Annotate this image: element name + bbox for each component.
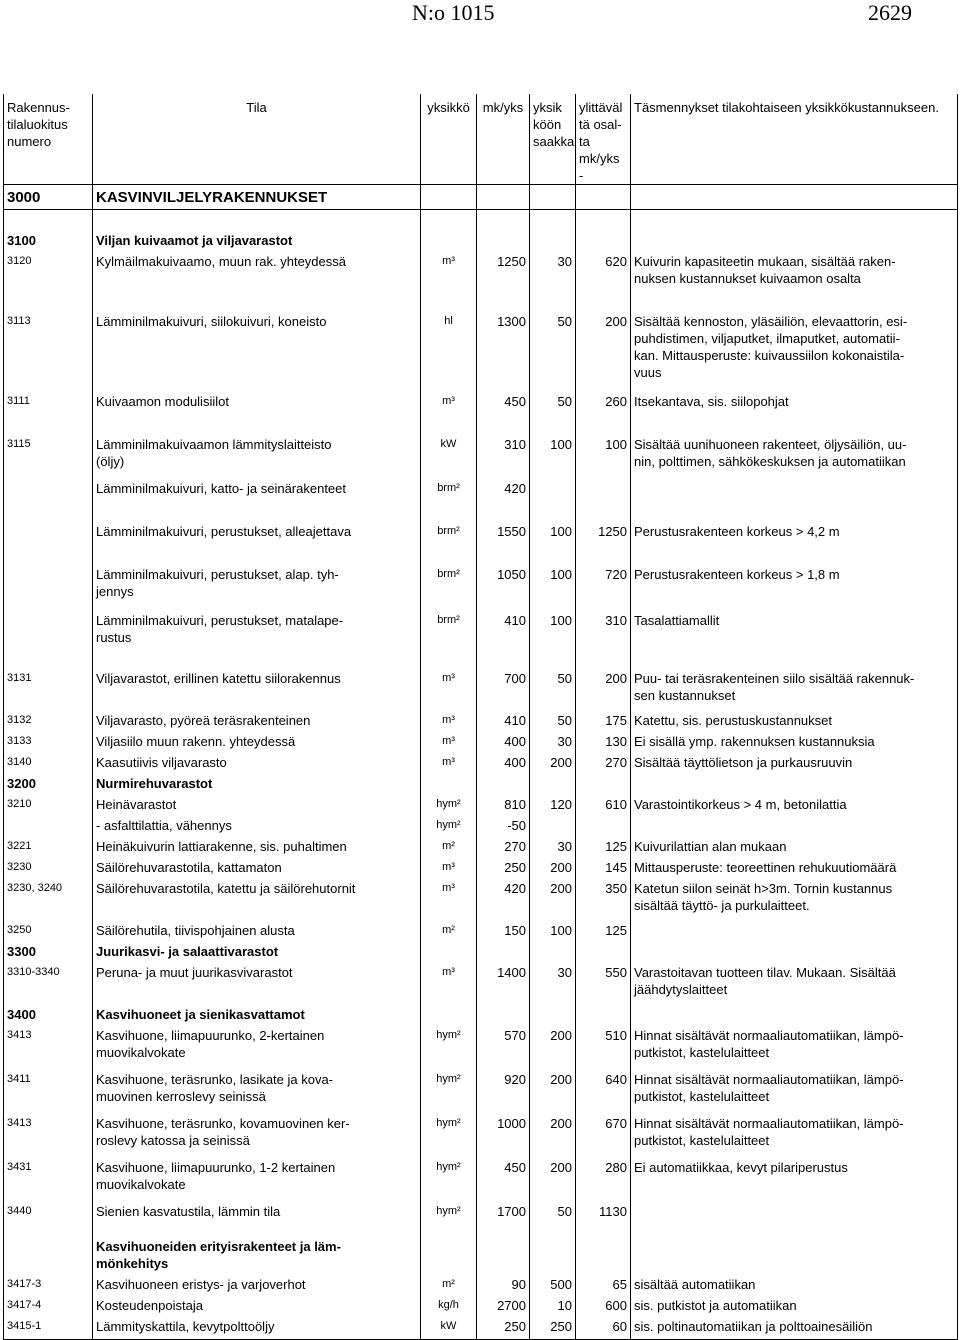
table-row: [4, 1295, 958, 1316]
page-number: 2629: [868, 0, 912, 25]
row-space-name: Kylmäilmakuivaamo, muun rak. yhteydessä: [93, 251, 421, 289]
row-note: Perustusrakenteen korkeus > 1,8 m: [631, 564, 958, 602]
row-price: 90: [477, 1274, 530, 1295]
row-unit-count: 50: [530, 710, 576, 731]
row-code: 3230, 3240: [4, 878, 93, 916]
row-code: 3140: [4, 752, 93, 773]
row-note: [631, 773, 958, 794]
table-row: [4, 478, 958, 499]
category-row: [4, 230, 958, 251]
row-note: Kuivurin kapasiteetin mukaan, sisältää raken- nuksen kustannukset kuivaamon osalta: [631, 251, 958, 289]
main-category-row: [4, 185, 958, 210]
row-code: 3111: [4, 391, 93, 412]
row-note: [631, 1236, 958, 1274]
table-row: [4, 1025, 958, 1063]
row-price: [477, 1004, 530, 1025]
row-space-name: Heinävarastot: [93, 794, 421, 815]
row-note: Hinnat sisältävät normaaliautomatiikan, lämpö- putkistot, kastelulaitteet: [631, 1069, 958, 1107]
row-excess-price: 620: [576, 251, 631, 289]
row-price: 1250: [477, 251, 530, 289]
row-note: [631, 920, 958, 941]
row-unit-count: 30: [530, 836, 576, 857]
row-excess-price: [576, 1004, 631, 1025]
row-price: 2700: [477, 1295, 530, 1316]
row-excess-price: 720: [576, 564, 631, 602]
table-row: [4, 1316, 958, 1337]
row-code: 3250: [4, 920, 93, 941]
row-space-name: Säilörehutila, tiivispohjainen alusta: [93, 920, 421, 941]
row-price: 420: [477, 878, 530, 916]
row-space-name: Kaasutiivis viljavarasto: [93, 752, 421, 773]
row-unit-count: 200: [530, 1069, 576, 1107]
row-excess-price: 1130: [576, 1201, 631, 1222]
row-unit-count: 50: [530, 668, 576, 706]
row-code: 3417-4: [4, 1295, 93, 1316]
row-code: 3440: [4, 1201, 93, 1222]
col-header-unit: yksikkö: [421, 94, 477, 185]
row-unit: m³: [421, 752, 477, 773]
row-code: 3417-3: [4, 1274, 93, 1295]
row-excess-price: [576, 773, 631, 794]
row-code: [4, 521, 93, 542]
row-space-name: Viljavarastot, erillinen katettu siilorakennus: [93, 668, 421, 706]
row-unit: [421, 1236, 477, 1274]
row-note: sisältää automatiikan: [631, 1274, 958, 1295]
row-unit-count: 100: [530, 920, 576, 941]
row-excess-price: 640: [576, 1069, 631, 1107]
spacer-row: [4, 542, 958, 564]
row-note: [631, 1201, 958, 1222]
row-space-name: Säilörehuvarastotila, katettu ja säilörehutornit: [93, 878, 421, 916]
row-price: 450: [477, 391, 530, 412]
row-unit: kg/h: [421, 1295, 477, 1316]
row-space-name: Lämminilmakuivaamon lämmityslaitteisto (öljy): [93, 434, 421, 472]
row-price: 570: [477, 1025, 530, 1063]
row-excess-price: 600: [576, 1295, 631, 1316]
table-row: [4, 731, 958, 752]
cost-table: [3, 94, 958, 1340]
row-excess-price: 200: [576, 668, 631, 706]
row-space-name: Kasvihuone, liimapuurunko, 2-kertainen muovikalvokate: [93, 1025, 421, 1063]
row-excess-price: [576, 941, 631, 962]
row-code: 3300: [4, 941, 93, 962]
table-row: [4, 836, 958, 857]
row-space-name: Lämminilmakuivuri, katto- ja seinärakenteet: [93, 478, 421, 499]
row-note: [631, 230, 958, 251]
row-price: -50: [477, 815, 530, 836]
row-unit: hym²: [421, 1025, 477, 1063]
row-price: 1550: [477, 521, 530, 542]
table-row: [4, 434, 958, 472]
row-code: 3221: [4, 836, 93, 857]
row-excess-price: 200: [576, 311, 631, 383]
row-space-name: Kuivaamon modulisiilot: [93, 391, 421, 412]
row-unit-count: 100: [530, 434, 576, 472]
row-unit-count: 200: [530, 1157, 576, 1195]
row-note: sis. putkistot ja automatiikan: [631, 1295, 958, 1316]
spacer-row: [4, 210, 958, 231]
row-note: [631, 478, 958, 499]
row-excess-price: 510: [576, 1025, 631, 1063]
row-excess-price: 125: [576, 920, 631, 941]
row-unit: kW: [421, 434, 477, 472]
table-row: [4, 1113, 958, 1151]
row-code: 3133: [4, 731, 93, 752]
row-excess-price: 60: [576, 1316, 631, 1337]
col-header-excess: ylittäväl tä osal- ta mk/yks -: [576, 94, 631, 185]
row-price: 250: [477, 1316, 530, 1337]
row-code: [4, 564, 93, 602]
row-space-name: Kasvihuone, teräsrunko, lasikate ja kova- muovinen kerroslevy seinissä: [93, 1069, 421, 1107]
table-row: [4, 610, 958, 648]
row-note: Mittausperuste: teoreettinen rehukuutiomäärä: [631, 857, 958, 878]
row-code: 3200: [4, 773, 93, 794]
row-excess-price: 65: [576, 1274, 631, 1295]
row-price: 270: [477, 836, 530, 857]
row-note: Sisältää täyttölietson ja purkausruuvin: [631, 752, 958, 773]
row-excess-price: 175: [576, 710, 631, 731]
table-row: [4, 1274, 958, 1295]
row-space-name: Lämminilmakuivuri, perustukset, alleajettava: [93, 521, 421, 542]
spacer-row: [4, 499, 958, 521]
table-row: [4, 752, 958, 773]
row-note: Sisältää uunihuoneen rakenteet, öljysäiliön, uu- nin, polttimen, sähkökeskuksen ja automatiikan: [631, 434, 958, 472]
spacer-row: [4, 648, 958, 668]
row-unit-count: [530, 478, 576, 499]
row-unit-count: 100: [530, 521, 576, 542]
row-unit-count: [530, 815, 576, 836]
row-unit-count: 50: [530, 311, 576, 383]
row-unit-count: 30: [530, 731, 576, 752]
row-unit-count: 30: [530, 962, 576, 1000]
row-unit-count: 50: [530, 391, 576, 412]
row-unit: brm²: [421, 610, 477, 648]
row-note: Perustusrakenteen korkeus > 4,2 m: [631, 521, 958, 542]
row-code: 3431: [4, 1157, 93, 1195]
row-unit: [421, 1004, 477, 1025]
row-space-name: Kasvihuone, liimapuurunko, 1-2 kertainen muovikalvokate: [93, 1157, 421, 1195]
row-space-name: Lämmityskattila, kevytpolttoöljy: [93, 1316, 421, 1337]
row-excess-price: 310: [576, 610, 631, 648]
row-code: [4, 815, 93, 836]
row-code: 3115: [4, 434, 93, 472]
table-row: [4, 920, 958, 941]
row-unit-count: 30: [530, 251, 576, 289]
row-unit: m³: [421, 962, 477, 1000]
row-note: sis. poltinautomatiikan ja polttoainesäiliön: [631, 1316, 958, 1337]
row-unit-count: 200: [530, 878, 576, 916]
row-code: 3413: [4, 1025, 93, 1063]
row-code: [4, 610, 93, 648]
row-excess-price: [576, 815, 631, 836]
row-price: 150: [477, 920, 530, 941]
row-price: 450: [477, 1157, 530, 1195]
row-space-name: Kasvihuone, teräsrunko, kovamuovinen ker- roslevy katossa ja seinissä: [93, 1113, 421, 1151]
row-excess-price: 100: [576, 434, 631, 472]
row-unit: m³: [421, 731, 477, 752]
row-note: Katettu, sis. perustuskustannukset: [631, 710, 958, 731]
table-row: [4, 564, 958, 602]
row-price: 700: [477, 668, 530, 706]
category-row: [4, 941, 958, 962]
row-note: [631, 1004, 958, 1025]
row-note: Varastoitavan tuotteen tilav. Mukaan. Sisältää jäähdytyslaitteet: [631, 962, 958, 1000]
row-code: 3230: [4, 857, 93, 878]
table-row: [4, 251, 958, 289]
row-excess-price: 670: [576, 1113, 631, 1151]
table-row: [4, 815, 958, 836]
row-excess-price: 1250: [576, 521, 631, 542]
col-header-price: mk/yks: [477, 94, 530, 185]
table-row: [4, 311, 958, 383]
row-unit-count: [530, 230, 576, 251]
row-price: 420: [477, 478, 530, 499]
row-price: 920: [477, 1069, 530, 1107]
row-unit: brm²: [421, 564, 477, 602]
row-unit: m³: [421, 251, 477, 289]
row-note: Hinnat sisältävät normaaliautomatiikan, lämpö- putkistot, kastelulaitteet: [631, 1113, 958, 1151]
row-space-name: Juurikasvi- ja salaattivarastot: [93, 941, 421, 962]
row-note: Puu- tai teräsrakenteinen siilo sisältää rakennuk- sen kustannukset: [631, 668, 958, 706]
row-unit: kW: [421, 1316, 477, 1337]
row-space-name: - asfalttilattia, vähennys: [93, 815, 421, 836]
table-row: [4, 668, 958, 706]
row-excess-price: 550: [576, 962, 631, 1000]
table-row: [4, 1069, 958, 1107]
row-unit-count: 200: [530, 857, 576, 878]
row-unit: [421, 230, 477, 251]
row-unit: hym²: [421, 1157, 477, 1195]
row-price: 1300: [477, 311, 530, 383]
row-unit: hym²: [421, 794, 477, 815]
row-space-name: Kasvihuoneet ja sienikasvattamot: [93, 1004, 421, 1025]
row-code: 3310-3340: [4, 962, 93, 1000]
row-price: 1000: [477, 1113, 530, 1151]
page-number-label: N:o 1015: [412, 0, 495, 25]
table-row: [4, 962, 958, 1000]
main-category-code: 3000: [4, 185, 93, 210]
row-unit-count: 200: [530, 1025, 576, 1063]
row-excess-price: 130: [576, 731, 631, 752]
row-space-name: Lämminilmakuivuri, perustukset, matalape- rustus: [93, 610, 421, 648]
row-unit: hym²: [421, 815, 477, 836]
col-header-unit-count: yksik köön saakka: [530, 94, 576, 185]
row-unit-count: 500: [530, 1274, 576, 1295]
row-unit: m³: [421, 668, 477, 706]
row-price: 250: [477, 857, 530, 878]
row-unit-count: [530, 941, 576, 962]
row-note: Tasalattiamallit: [631, 610, 958, 648]
row-unit: m³: [421, 391, 477, 412]
table-header-row: [4, 94, 958, 185]
row-space-name: Kosteudenpoistaja: [93, 1295, 421, 1316]
row-price: [477, 941, 530, 962]
row-unit: m²: [421, 1274, 477, 1295]
row-code: 3210: [4, 794, 93, 815]
table-row: [4, 391, 958, 412]
row-space-name: Lämminilmakuivuri, siilokuivuri, koneisto: [93, 311, 421, 383]
row-unit-count: [530, 773, 576, 794]
table-row: [4, 1157, 958, 1195]
row-note: Sisältää kennoston, yläsäiliön, elevaattorin, esi- puhdistimen, viljaputket, ilmaputket, automatii- kan. Mittausperuste: kuivaussiilon kokonaistila- vuus: [631, 311, 958, 383]
row-unit: m²: [421, 836, 477, 857]
spacer-row: [4, 383, 958, 391]
row-excess-price: 280: [576, 1157, 631, 1195]
row-space-name: Heinäkuivurin lattiarakenne, sis. puhaltimen: [93, 836, 421, 857]
table-row: [4, 710, 958, 731]
row-unit: m³: [421, 878, 477, 916]
row-note: Katetun siilon seinät h>3m. Tornin kustannus sisältää täyttö- ja purkulaitteet.: [631, 878, 958, 916]
table-row: [4, 794, 958, 815]
row-code: 3113: [4, 311, 93, 383]
row-unit-count: [530, 1004, 576, 1025]
main-category-title: KASVINVILJELYRAKENNUKSET: [93, 185, 421, 210]
row-space-name: Viljasiilo muun rakenn. yhteydessä: [93, 731, 421, 752]
row-code: 3131: [4, 668, 93, 706]
row-price: [477, 773, 530, 794]
table-row: [4, 878, 958, 916]
row-unit-count: [530, 1236, 576, 1274]
row-unit: m³: [421, 857, 477, 878]
row-space-name: Kasvihuoneen eristys- ja varjoverhot: [93, 1274, 421, 1295]
row-code: 3415-1: [4, 1316, 93, 1337]
row-note: Varastointikorkeus > 4 m, betonilattia: [631, 794, 958, 815]
row-unit-count: 50: [530, 1201, 576, 1222]
row-space-name: Kasvihuoneiden erityisrakenteet ja läm- mönkehitys: [93, 1236, 421, 1274]
table-row: [4, 521, 958, 542]
row-unit: hym²: [421, 1113, 477, 1151]
row-excess-price: [576, 478, 631, 499]
row-excess-price: 145: [576, 857, 631, 878]
row-code: [4, 1236, 93, 1274]
row-price: [477, 1236, 530, 1274]
row-price: 400: [477, 752, 530, 773]
row-unit-count: 250: [530, 1316, 576, 1337]
row-excess-price: [576, 230, 631, 251]
row-unit: brm²: [421, 521, 477, 542]
row-note: Kuivurilattian alan mukaan: [631, 836, 958, 857]
row-unit-count: 10: [530, 1295, 576, 1316]
spacer-row: [4, 1222, 958, 1236]
row-unit-count: 100: [530, 610, 576, 648]
row-note: Itsekantava, sis. siilopohjat: [631, 391, 958, 412]
row-excess-price: [576, 1236, 631, 1274]
row-space-name: Lämminilmakuivuri, perustukset, alap. tyh- jennys: [93, 564, 421, 602]
spacer-row: [4, 412, 958, 434]
row-note: [631, 815, 958, 836]
row-unit: brm²: [421, 478, 477, 499]
row-price: 1050: [477, 564, 530, 602]
row-space-name: Peruna- ja muut juurikasvivarastot: [93, 962, 421, 1000]
row-space-name: Sienien kasvatustila, lämmin tila: [93, 1201, 421, 1222]
row-unit: [421, 773, 477, 794]
row-code: 3413: [4, 1113, 93, 1151]
row-price: 310: [477, 434, 530, 472]
row-price: 410: [477, 710, 530, 731]
row-excess-price: 350: [576, 878, 631, 916]
row-code: [4, 478, 93, 499]
table-bottom: [4, 1337, 958, 1340]
row-unit-count: 200: [530, 1113, 576, 1151]
row-unit: [421, 941, 477, 962]
category-row: [4, 1004, 958, 1025]
row-price: [477, 230, 530, 251]
category-row: [4, 773, 958, 794]
row-note: Ei automatiikkaa, kevyt pilariperustus: [631, 1157, 958, 1195]
col-header-space: Tila: [93, 94, 421, 185]
row-price: 1700: [477, 1201, 530, 1222]
row-space-name: Viljavarasto, pyöreä teräsrakenteinen: [93, 710, 421, 731]
row-code: 3411: [4, 1069, 93, 1107]
spacer-row: [4, 289, 958, 311]
row-code: 3100: [4, 230, 93, 251]
row-excess-price: 260: [576, 391, 631, 412]
col-header-notes: Täsmennykset tilakohtaiseen yksikkökustannukseen.: [631, 94, 958, 185]
col-header-number: Rakennus- tilaluokitus numero: [4, 94, 93, 185]
row-price: 410: [477, 610, 530, 648]
row-price: 400: [477, 731, 530, 752]
row-unit: hl: [421, 311, 477, 383]
row-excess-price: 125: [576, 836, 631, 857]
category-row: [4, 1236, 958, 1274]
row-price: 1400: [477, 962, 530, 1000]
row-note: Ei sisällä ymp. rakennuksen kustannuksia: [631, 731, 958, 752]
row-note: Hinnat sisältävät normaaliautomatiikan, lämpö- putkistot, kastelulaitteet: [631, 1025, 958, 1063]
row-unit-count: 120: [530, 794, 576, 815]
table-row: [4, 1201, 958, 1222]
row-unit: hym²: [421, 1201, 477, 1222]
row-space-name: Nurmirehuvarastot: [93, 773, 421, 794]
row-code: 3132: [4, 710, 93, 731]
row-price: 810: [477, 794, 530, 815]
row-space-name: Viljan kuivaamot ja viljavarastot: [93, 230, 421, 251]
row-unit-count: 100: [530, 564, 576, 602]
row-note: [631, 941, 958, 962]
spacer-row: [4, 602, 958, 610]
table-row: [4, 857, 958, 878]
row-unit: m²: [421, 920, 477, 941]
row-unit: m³: [421, 710, 477, 731]
row-unit: hym²: [421, 1069, 477, 1107]
row-excess-price: 270: [576, 752, 631, 773]
row-excess-price: 610: [576, 794, 631, 815]
row-unit-count: 200: [530, 752, 576, 773]
row-code: 3120: [4, 251, 93, 289]
row-code: 3400: [4, 1004, 93, 1025]
row-space-name: Säilörehuvarastotila, kattamaton: [93, 857, 421, 878]
